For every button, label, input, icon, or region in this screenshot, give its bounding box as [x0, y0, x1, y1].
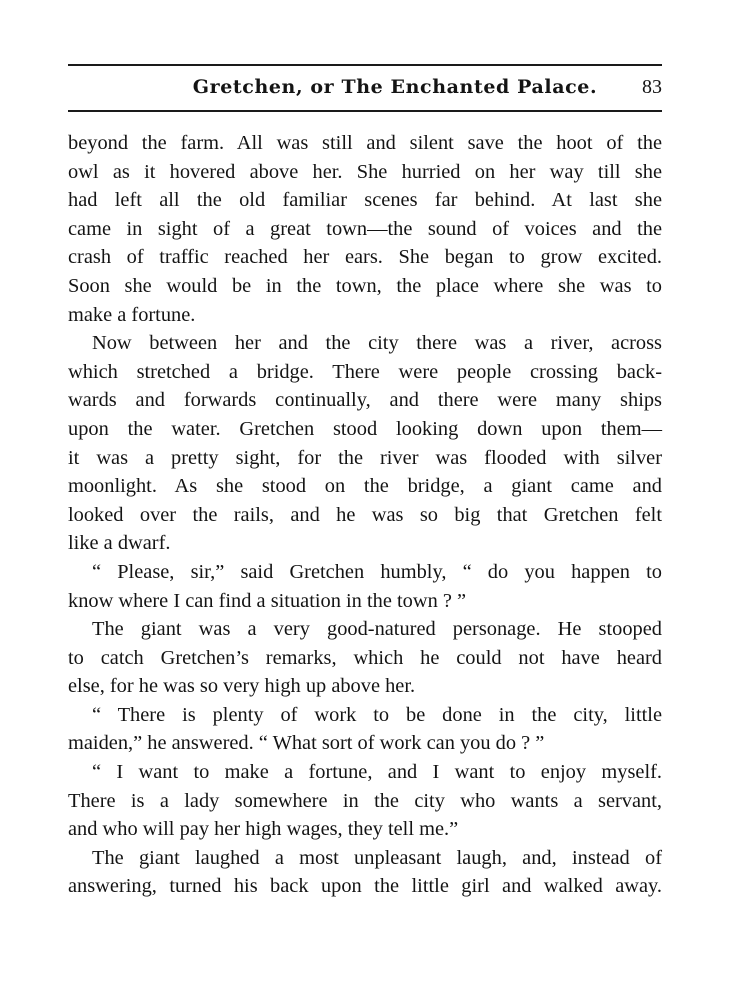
text-line: like a dwarf.: [68, 532, 171, 555]
text-line: looked over the rails, and he was so big that Gretchen felt: [68, 503, 662, 526]
text-line: beyond the farm. All was still and silent save the hoot of the: [68, 132, 662, 154]
text-line: upon the water. Gretchen stood looking down upon them—: [68, 417, 662, 440]
text-line: “ There is plenty of work to be done in the city, little: [92, 703, 662, 726]
body-text: [68, 129, 662, 901]
text-line: The giant laughed a most unpleasant laugh, and, instead of: [92, 846, 662, 869]
text-line: and who will pay her high wages, they tell me.”: [68, 818, 459, 841]
text-line: know where I can find a situation in the town ? ”: [68, 589, 467, 612]
text-line: which stretched a bridge. There were people crossing back-: [68, 360, 662, 383]
text-line: it was a pretty sight, for the river was flooded with silver: [68, 446, 662, 469]
paragraph-4: [68, 615, 662, 701]
header-bottom-rule: [68, 110, 662, 112]
text-line: maiden,” he answered. “ What sort of work can you do ? ”: [68, 732, 545, 755]
running-head: [68, 72, 662, 102]
text-line: had left all the old familiar scenes far behind. At last she: [68, 189, 662, 212]
text-line: to catch Gretchen’s remarks, which he could not have heard: [68, 646, 662, 669]
paragraph-3: [68, 558, 662, 615]
paragraph-6: [68, 758, 662, 844]
text-line: The giant was a very good-natured personage. He stooped: [92, 618, 662, 641]
text-line: came in sight of a great town—the sound of voices and the: [68, 217, 662, 240]
paragraph-2: [68, 329, 662, 558]
text-line: wards and forwards continually, and there were many ships: [68, 389, 662, 412]
text-line: answering, turned his back upon the little girl and walked away.: [68, 875, 662, 898]
paragraph-5: [68, 701, 662, 758]
text-line: There is a lady somewhere in the city who wants a servant,: [68, 789, 662, 812]
text-line: “ I want to make a fortune, and I want to enjoy myself.: [92, 761, 662, 784]
running-title: Gretchen, or The Enchanted Palace.: [192, 76, 598, 98]
header-top-rule: [68, 64, 662, 66]
text-line: owl as it hovered above her. She hurried on her way till she: [68, 160, 662, 183]
text-line: else, for he was so very high up above her.: [68, 675, 416, 698]
text-line: Now between her and the city there was a river, across: [92, 332, 662, 355]
paragraph-7: [68, 844, 662, 901]
text-line: “ Please, sir,” said Gretchen humbly, “ do you happen to: [92, 560, 662, 583]
page-number: 83: [642, 76, 662, 98]
text-line: crash of traffic reached her ears. She began to grow excited.: [68, 246, 662, 269]
text-line: make a fortune.: [68, 303, 196, 326]
text-line: Soon she would be in the town, the place where she was to: [68, 274, 662, 297]
text-line: moonlight. As she stood on the bridge, a giant came and: [68, 475, 662, 498]
paragraph-1: [68, 129, 662, 329]
